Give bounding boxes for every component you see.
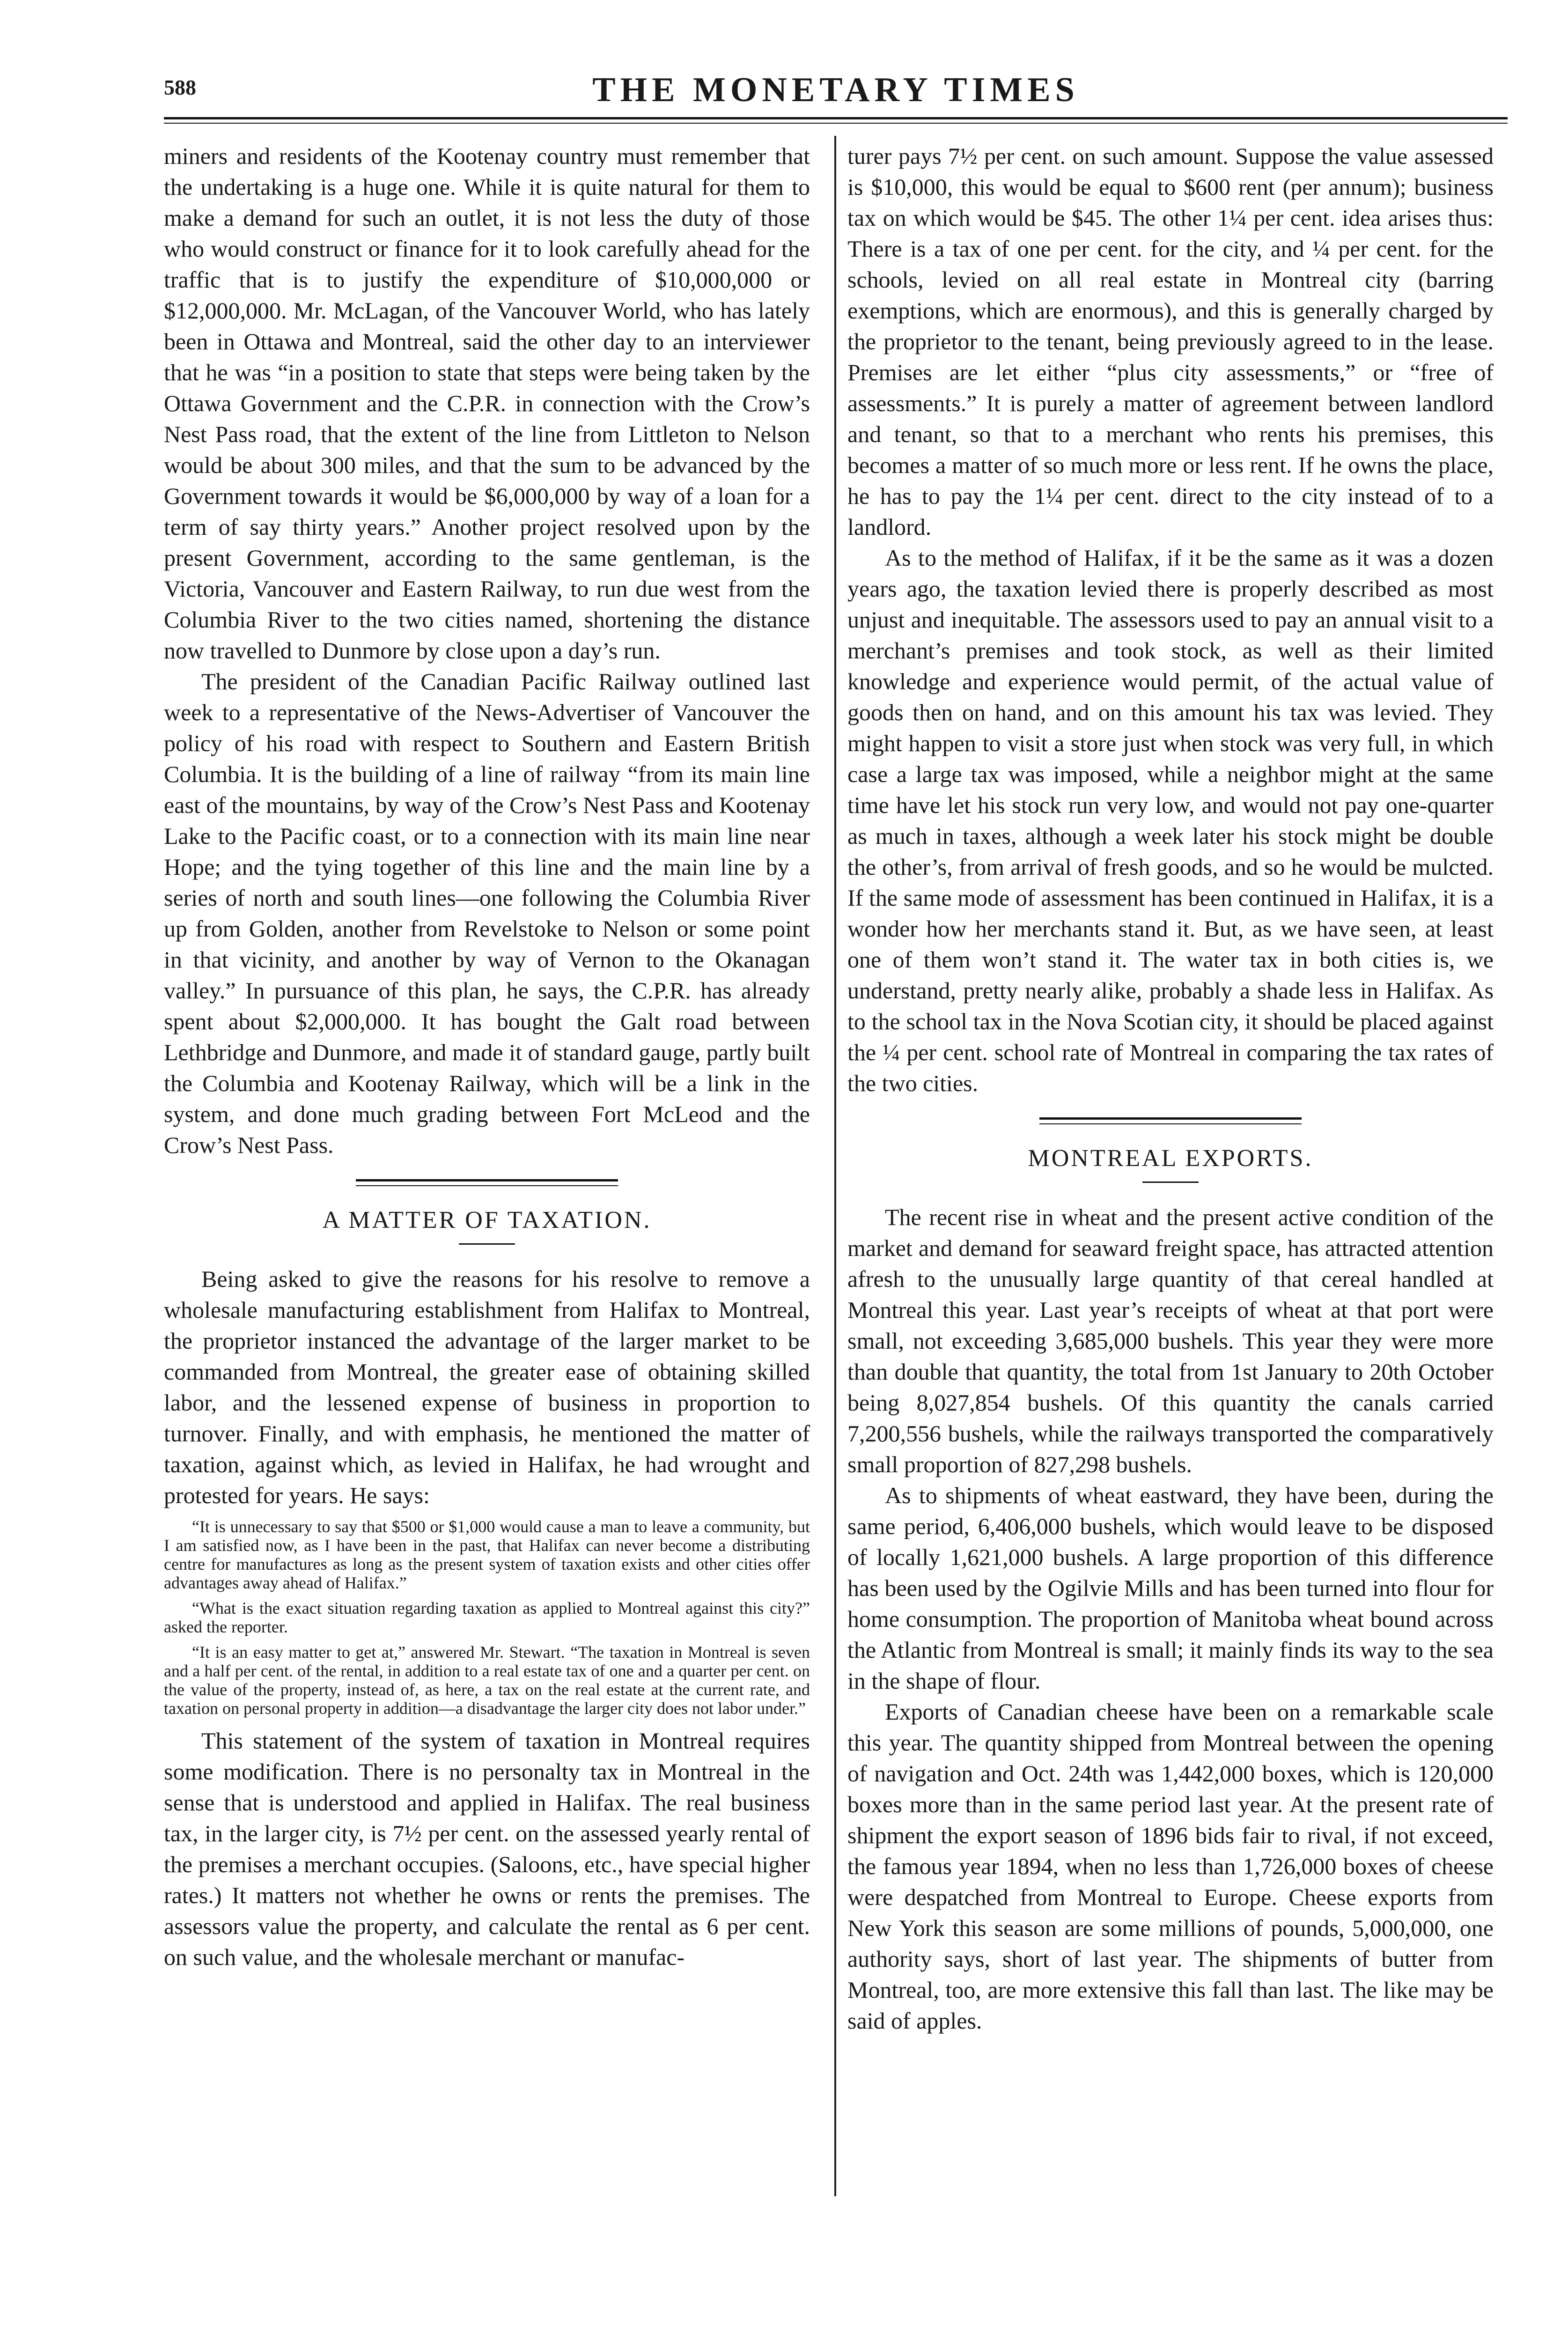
- right-column: [847, 140, 1494, 2036]
- left-column: [164, 140, 810, 1972]
- masthead-title: THE MONETARY TIMES: [592, 71, 1079, 109]
- section-title-exports: MONTREAL EXPORTS.: [1028, 1145, 1313, 1172]
- header-rule-thin: [164, 123, 1508, 124]
- page-header: [164, 70, 1508, 122]
- page-number: 588: [164, 75, 196, 99]
- quote-stewart-2: “It is an easy matter to get at,” answered Mr. Stewart. “The taxation in Montreal is seven and a half per cent. of the rental, in addition to a real estate tax of one and a quarter per cent. on the value of the property, instead of, as here, a tax on the real estate at the current rate, and taxation on personal property in addition—a disadvantage the larger city does not labor under.”: [164, 1643, 810, 1718]
- quote-reporter: “What is the exact situation regarding taxation as applied to Montreal against this city?” asked the reporter.: [164, 1599, 810, 1636]
- title-underline: [1142, 1181, 1199, 1183]
- title-underline: [459, 1243, 515, 1245]
- section-rule: [1039, 1117, 1302, 1120]
- quote-stewart-1: “It is unnecessary to say that $500 or $1,000 would cause a man to leave a community, but I am satisfied now, as I have been in the past, that Halifax can never become a distributing centre for manufactures as long as the present system of taxation exists and other cities offer advantages away ahead of Halifax.”: [164, 1517, 810, 1592]
- section-rule: [356, 1179, 618, 1181]
- wheat-receipts-paragraph: The recent rise in wheat and the present active condition of the market and demand for seaward freight space, has attracted attention afresh to the unusually large quantity of that cereal handled at Montreal this year. Last year’s receipts of wheat at that port were small, not exceeding 3,685,000 bushels. This year they were more than double that quantity, the total from 1st January to 20th October being 8,027,854 bushels. Of this quantity the canals carried 7,200,556 bushels, while the railways transported the comparatively small proportion of 827,298 bushels.: [847, 1204, 1494, 1477]
- halifax-method-paragraph: As to the method of Halifax, if it be the same as it was a dozen years ago, the taxation levied there is properly described as most unjust and inequitable. The assessors used to pay an annual visit to a merchant’s premises and took stock, as well as their limited knowledge and experience would permit, of the actual value of goods then on hand, and on this amount his tax was levied. They might happen to visit a store just when stock was very full, in which case a large tax was imposed, while a neighbor might at the same time have let his stock run very low, and would not pay one-quarter as much in taxes, although a week later his stock might be double the other’s, from arrival of fresh goods, and so he would be mulcted. If the same mode of assessment has been continued in Halifax, it is a wonder how her merchants stand it. But, as we have seen, at least one of them won’t stand it. The water tax in both cities is, we understand, pretty nearly alike, probably a shade less in Halifax. As to the school tax in the Nova Scotian city, it should be placed against the ¼ per cent. school rate of Montreal in comparing the tax rates of the two cities.: [847, 545, 1494, 1096]
- cheese-exports-paragraph: Exports of Canadian cheese have been on a remarkable scale this year. The quantity shipped from Montreal between the opening of navigation and Oct. 24th was 1,442,000 boxes, which is 120,000 boxes more than in the same period last year. At the present rate of shipment the export season of 1896 bids fair to rival, if not exceed, the famous year 1894, when no less than 1,726,000 boxes of cheese were despatched from Montreal to Europe. Cheese exports from New York this season are some millions of pounds, 5,000,000, one authority says, short of last year. The shipments of butter from Montreal, too, are more extensive this fall than last. The like may be said of apples.: [847, 1698, 1494, 2034]
- column-divider: [834, 136, 836, 2196]
- cpr-policy-paragraph: The president of the Canadian Pacific Railway outlined last week to a representative of the News-Advertiser of Vancouver the policy of his road with respect to Southern and Eastern British Columbia. It is the building of a line of railway “from its main line east of the mountains, by way of the Crow’s Nest Pass and Kootenay Lake to the Pacific coast, or to a connection with its main line near Hope; and the tying together of this line and the main line by a series of north and south lines—one following the Columbia River up from Golden, another from Revelstoke to Nelson or some point in that vicinity, and another by way of Vernon to the Okanagan valley.” In pursuance of this plan, he says, the C.P.R. has already spent about $2,000,000. It has bought the Galt road between Lethbridge and Dunmore, and made it of standard gauge, partly built the Columbia and Kootenay Railway, which will be a link in the system, and done much grading between Fort McLeod and the Crow’s Nest Pass.: [164, 668, 810, 1158]
- wheat-shipments-paragraph: As to shipments of wheat eastward, they have been, during the same period, 6,406,000 bushels, which would leave to be disposed of locally 1,621,000 bushels. A large proportion of this difference has been used by the Ogilvie Mills and has been turned into flour for home consumption. The proportion of Manitoba wheat bound across the Atlantic from Montreal is small; it mainly finds its way to the sea in the shape of flour.: [847, 1482, 1494, 1694]
- taxation-intro-paragraph: Being asked to give the reasons for his resolve to remove a wholesale manufacturing establishment from Halifax to Montreal, the proprietor instanced the advantage of the larger market to be commanded from Montreal, the greater ease of obtaining skilled labor, and the lessened expense of business in proportion to turnover. Finally, and with emphasis, he mentioned the matter of taxation, against which, as levied in Halifax, he had wrought and protested for years. He says:: [164, 1266, 810, 1508]
- section-rule-thin: [1039, 1123, 1302, 1124]
- montreal-tax-paragraph: This statement of the system of taxation in Montreal requires some modification. There is no personalty tax in Montreal in the sense that is understood and applied in Halifax. The real business tax, in the larger city, is 7½ per cent. on the assessed yearly rental of the premises a merchant occupies. (Saloons, etc., have special higher rates.) It matters not whether he owns or rents the premises. The assessors value the property, and calculate the rental as 6 per cent. on such value, and the wholesale merchant or manufac-: [164, 1728, 810, 1970]
- section-title-taxation: A MATTER OF TAXATION.: [322, 1207, 652, 1233]
- header-rule: [164, 117, 1508, 119]
- kootenay-paragraph: miners and residents of the Kootenay country must remember that the undertaking is a huge one. While it is quite natural for them to make a demand for such an outlet, it is not less the duty of those who would construct or finance for it to look carefully ahead for the traffic that is to justify the expenditure of $10,000,000 or $12,000,000. Mr. McLagan, of the Vancouver World, who has lately been in Ottawa and Montreal, said the other day to an interviewer that he was “in a position to state that steps were being taken by the Ottawa Government and the C.P.R. in connection with the Crow’s Nest Pass road, that the extent of the line from Littleton to Nelson would be about 300 miles, and that the sum to be advanced by the Government towards it would be $6,000,000 by way of a loan for a term of say thirty years.” Another project resolved upon by the present Government, according to the same gentleman, is the Victoria, Vancouver and Eastern Railway, to run due west from the Columbia River to the two cities named, shortening the distance now travelled to Dunmore by close upon a day’s run.: [164, 143, 810, 664]
- tax-continued-paragraph: turer pays 7½ per cent. on such amount. Suppose the value assessed is $10,000, this would be equal to $600 rent (per annum); business tax on which would be $45. The other 1¼ per cent. idea arises thus: There is a tax of one per cent. for the city, and ¼ per cent. for the schools, levied on all real estate in Montreal city (barring exemptions, which are enormous), and this is generally charged by the proprietor to the tenant, being previously agreed to in the lease. Premises are let either “plus city assessments,” or “free of assessments.” It is purely a matter of agreement between landlord and tenant, so that to a merchant who rents his premises, this becomes a matter of so much more or less rent. If he owns the place, he has to pay the 1¼ per cent. direct to the city instead of to a landlord.: [847, 143, 1494, 540]
- section-rule-thin: [356, 1185, 618, 1186]
